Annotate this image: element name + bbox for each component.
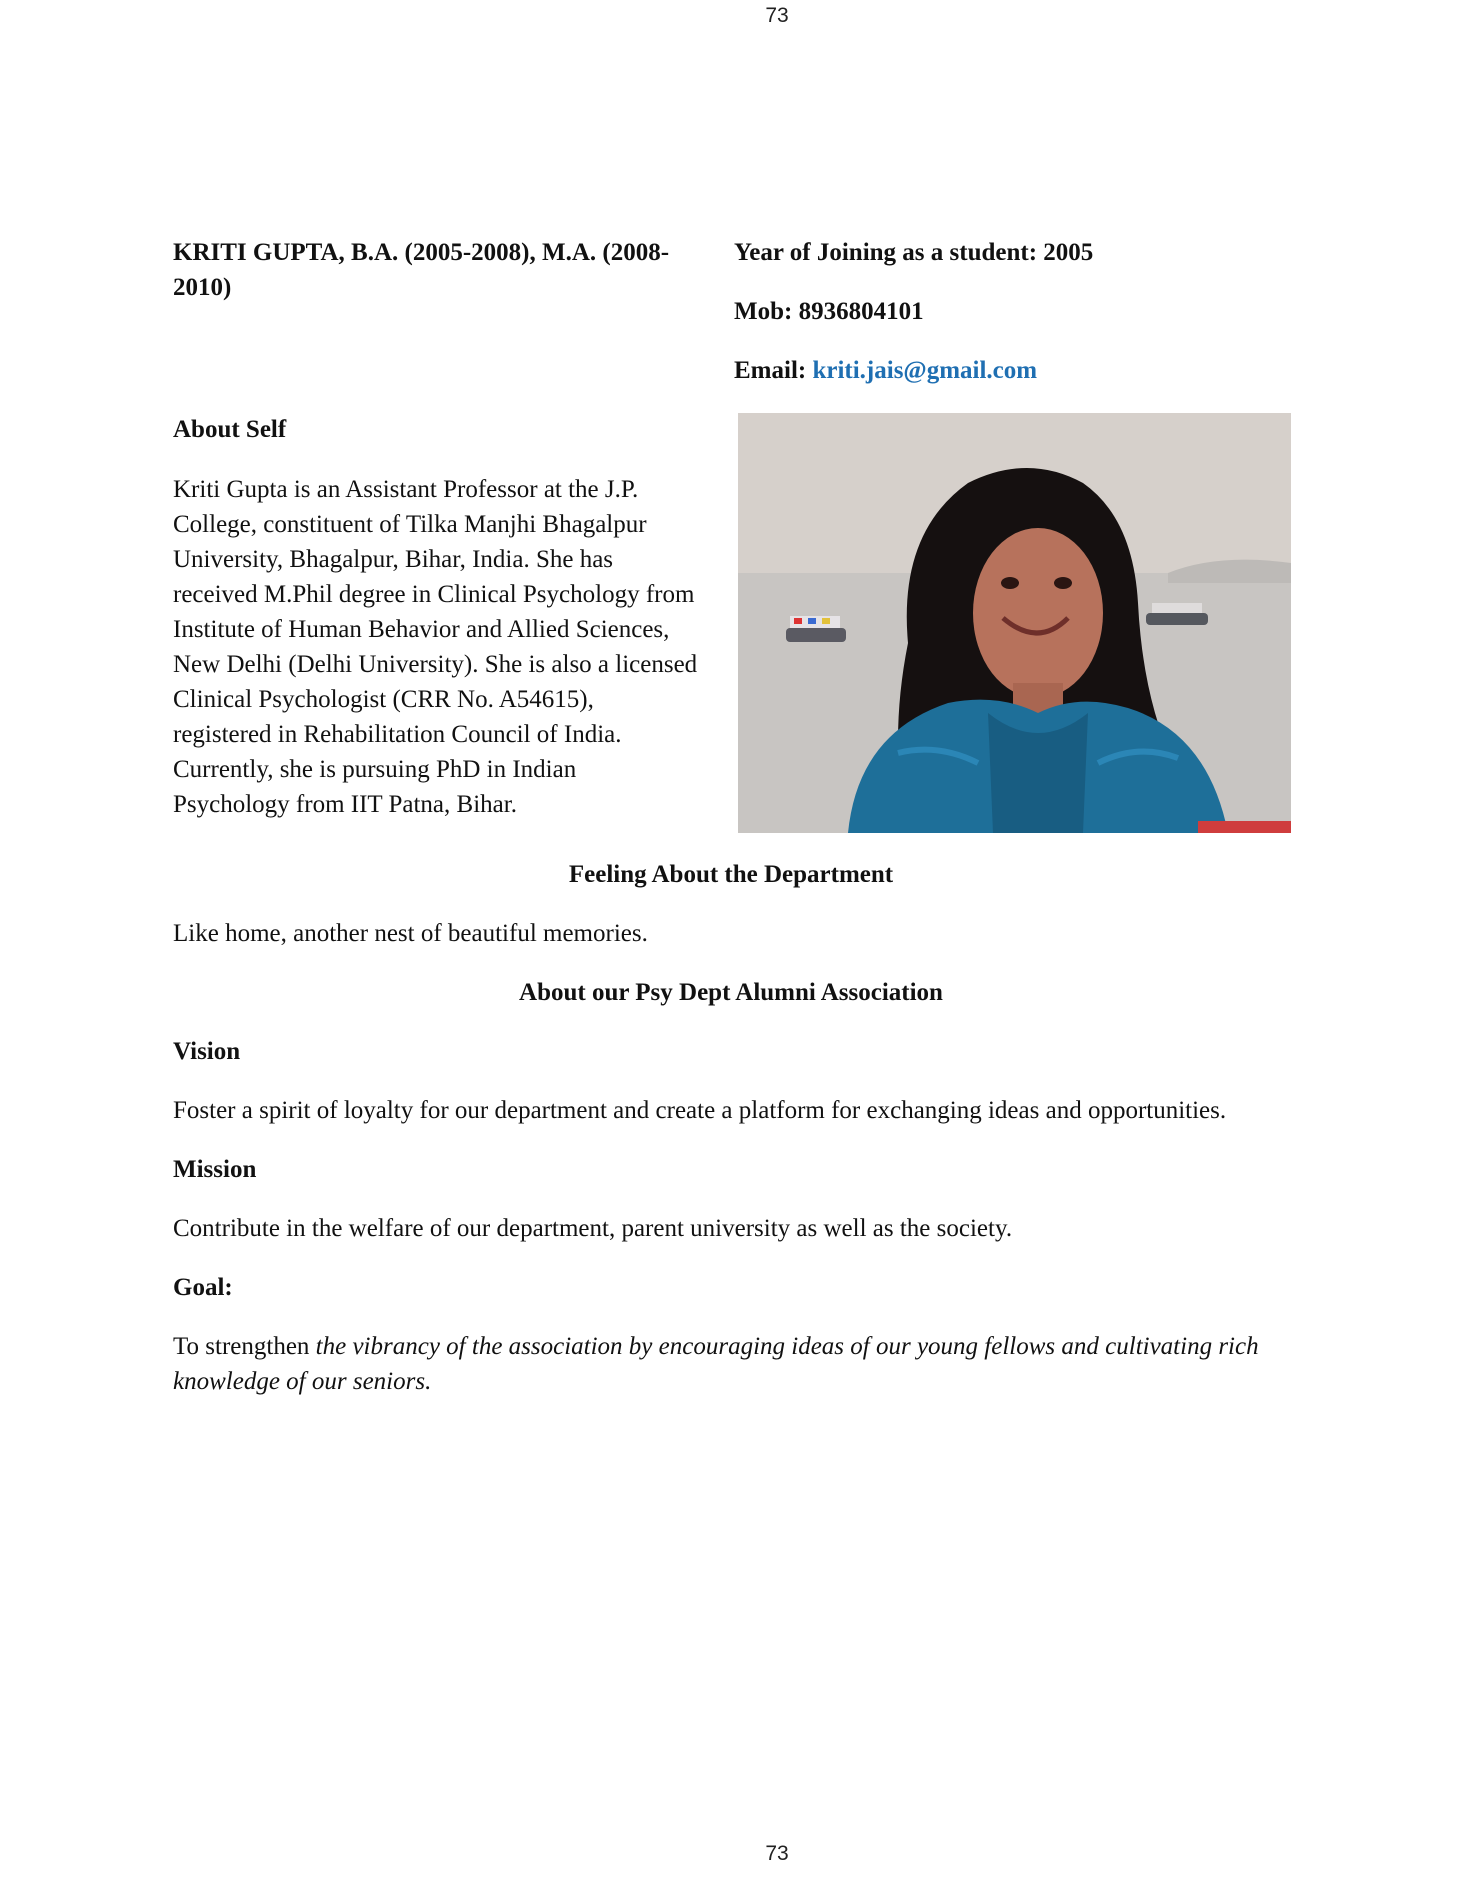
page-number-top: 73 [765,4,789,27]
email-line [734,353,1294,388]
feeling-heading: Feeling About the Department [568,861,894,888]
about-self-text: Kriti Gupta is an Assistant Professor at the J.P. College, constituent of Tilka Manjhi Bhagalpur University, Bhagalpur, Bihar, India. She has received M.Phil degree in Clinical Psychology from Institute of Human Behavior and Allied Sciences, New Delhi (Delhi University). She is also a licensed Clinical Psychologist (CRR No. A54615), registered in Rehabilitation Council of India. Currently, she is pursuing PhD in Indian Psychology from IIT Patna, Bihar. [173,476,698,818]
goal-heading: Goal: [173,1274,233,1301]
goal-text-italic: the vibrancy of the association by encouraging ideas of our young fellows and cultivating rich knowledge of our seniors. [173,1333,1259,1395]
year-of-joining: Year of Joining as a student: 2005 [734,239,1094,266]
page-number-bottom: 73 [765,1842,789,1865]
name-heading: KRITI GUPTA, B.A. (2005-2008), M.A. (2008-2010) [173,239,670,301]
vision-heading: Vision [173,1038,241,1065]
email-label: Email: [734,357,813,384]
mission-text: Contribute in the welfare of our department, parent university as well as the society. [173,1215,1013,1242]
email-link[interactable]: kriti.jais@gmail.com [812,357,1038,384]
about-self-heading: About Self [173,416,287,443]
vision-text: Foster a spirit of loyalty for our department and create a platform for exchanging ideas and opportunities. [173,1097,1227,1124]
mission-heading: Mission [173,1156,257,1183]
profile-photo [738,413,1291,833]
association-heading: About our Psy Dept Alumni Association [519,979,943,1006]
goal-text [173,1329,1293,1399]
feeling-text: Like home, another nest of beautiful memories. [173,920,648,947]
goal-text-plain: To strengthen [173,1333,316,1360]
mobile-number: Mob: 8936804101 [734,298,924,325]
